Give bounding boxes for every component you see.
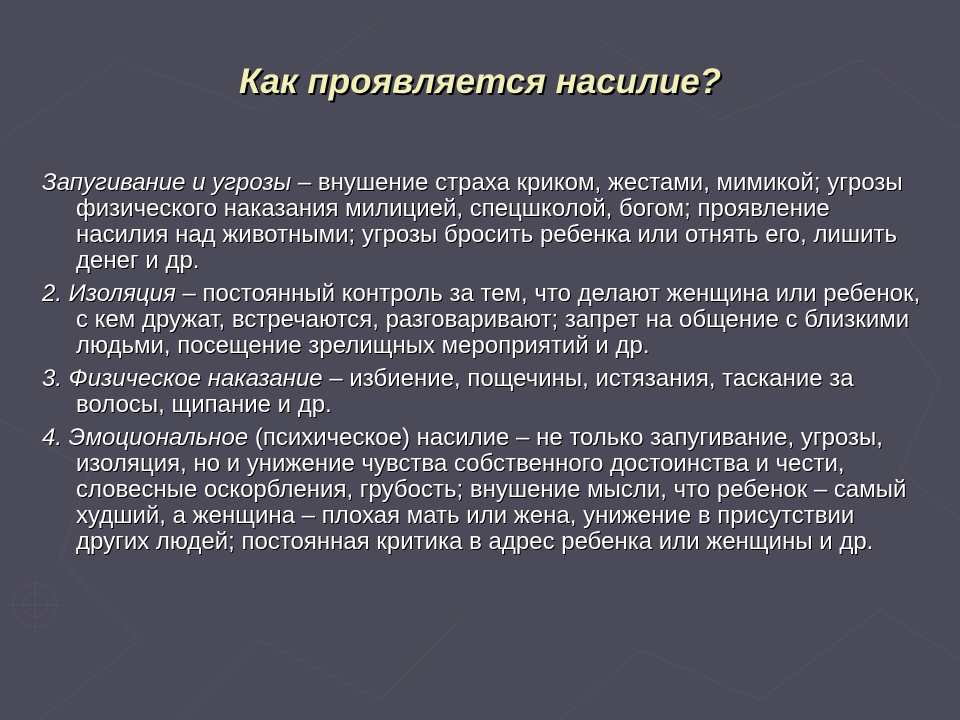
list-item: [42, 170, 922, 274]
item-term: Запугивание и угрозы: [42, 169, 292, 196]
list-item: [42, 281, 922, 359]
item-term: 3. Физическое наказание: [42, 365, 323, 392]
item-term: 2. Изоляция: [42, 280, 176, 307]
item-text: – избиение, пощечины, истязания, таскание за волосы, щипание и др.: [76, 365, 854, 418]
list-item: [42, 366, 922, 418]
list-item: [42, 425, 922, 555]
item-term: 4. Эмоциональное: [42, 424, 249, 451]
item-text: (психическое) насилие – не только запугивание, угрозы, изоляция, но и унижение чувства собственного достоинства и чести, словесные оскорбления, грубость; внушение мысли, что ребенок – самый худший, а женщина – плохая мать или жена, унижение в присутствии других людей; постоянная критика в адрес ребенка или женщины и др.: [76, 424, 907, 555]
item-text: – внушение страха криком, жестами, мимикой; угрозы физического наказания милицией, спецшколой, богом; проявление насилия над животными; угрозы бросить ребенка или отнять его, лишить денег и др.: [76, 169, 903, 274]
item-text: – постоянный контроль за тем, что делают женщина или ребенок, с кем дружат, встречаются, разговаривают; запрет на общение с близкими людьми, посещение зрелищных мероприятий и др.: [76, 280, 921, 359]
slide-body: [42, 170, 922, 562]
slide-title: Как проявляется насилие?: [238, 62, 722, 101]
